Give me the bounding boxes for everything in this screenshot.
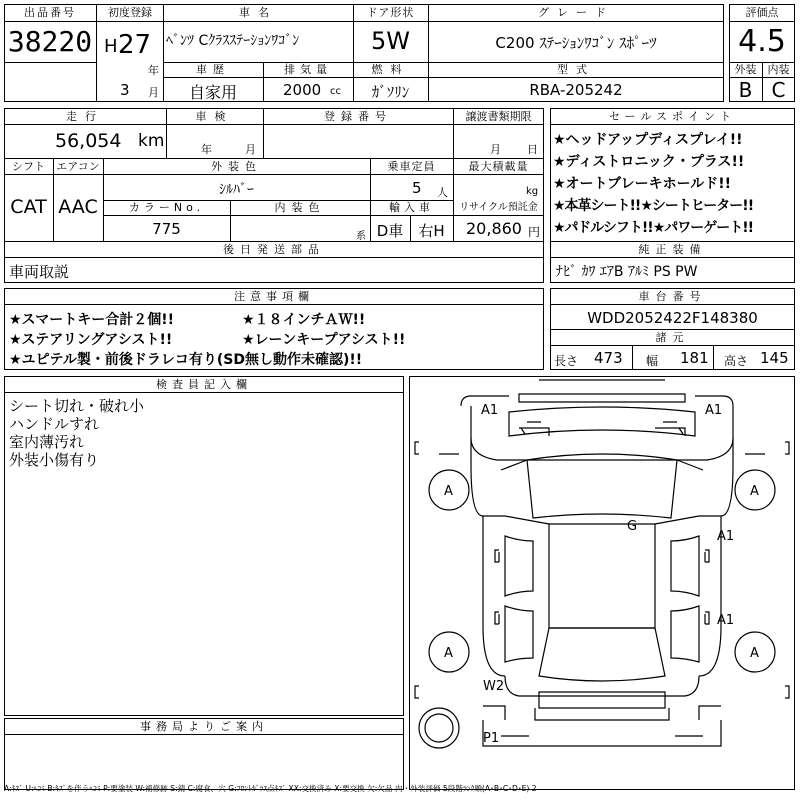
mark-g-roof: G — [627, 519, 638, 534]
inspector-label: 検査員記入欄 — [156, 378, 252, 391]
mark-a1-front-right: A1 — [705, 403, 723, 418]
mark-a-front-left-wheel: A — [444, 484, 453, 499]
reg-month-unit: 月 — [148, 86, 159, 99]
mileage-value: 56,054 — [55, 130, 122, 152]
note-steering-assist: ★ステアリングアシスト!! — [9, 332, 173, 348]
door-value: 5W — [371, 27, 410, 55]
fuel-value: ｶﾞｿﾘﾝ — [371, 83, 410, 101]
sales-points-label: セールスポイント — [608, 110, 736, 123]
mark-a-front-right-wheel: A — [750, 484, 759, 499]
length-value: 473 — [594, 349, 623, 367]
displacement-value: 2000 — [283, 81, 322, 99]
sales-point-5: ★パドルシフト!!★パワーゲート!! — [553, 220, 754, 236]
note-smart-key: ★スマートキー合計２個!! — [9, 312, 175, 328]
note-dashcam: ★ユピテル製・前後ドラレコ有り(SD無し動作未確認)!! — [9, 352, 363, 368]
aircon-value: AAC — [58, 196, 98, 218]
history-value: 自家用 — [188, 83, 237, 102]
color-no-label: カラーNo. — [128, 201, 205, 214]
dimensions-label: 諸元 — [655, 331, 690, 344]
inspection-label: 車検 — [195, 110, 234, 123]
model-label: 型式 — [557, 63, 595, 76]
sales-point-2: ★ディストロニック・プラス!! — [553, 154, 745, 170]
mileage-unit: km — [138, 131, 165, 151]
lot-number-label: 出品番号 — [24, 6, 76, 19]
inspector-line-2: ハンドルすれ — [9, 415, 100, 433]
note-lane-keep: ★レーンキープアシスト!! — [242, 332, 406, 348]
later-parts-value: 車両取説 — [9, 263, 70, 281]
equipment-label: 純正装備 — [638, 243, 707, 256]
reg-month: 3 — [120, 81, 130, 99]
int-color-label: 内装色 — [274, 201, 326, 214]
color-no-value: 775 — [152, 220, 181, 238]
interior-grade-value: C — [771, 78, 786, 102]
inspection-year-unit: 年 — [201, 143, 212, 156]
capacity-unit: 人 — [437, 186, 448, 199]
shift-value: CAT — [10, 196, 47, 218]
shift-label: シフト — [12, 160, 45, 173]
transfer-day-unit: 日 — [527, 143, 538, 156]
car-name: ﾍﾞﾝﾂ Cｸﾗｽｽﾃｰｼｮﾝﾜｺﾞﾝ — [166, 33, 300, 49]
inspector-line-4: 外装小傷有り — [9, 451, 100, 469]
transfer-month-unit: 月 — [490, 143, 501, 156]
length-label: 長さ — [554, 354, 579, 368]
transfer-docs-label: 譲渡書類期限 — [465, 110, 532, 123]
sales-point-3: ★オートブレーキホールド!! — [553, 176, 732, 192]
import-maker: D車 — [376, 222, 404, 240]
inspection-month-unit: 月 — [245, 143, 256, 156]
lot-number: 38220 — [7, 25, 93, 58]
ext-color-value: ｼﾙﾊﾞｰ — [219, 182, 254, 198]
reg-year: 27 — [118, 30, 152, 60]
import-handle: 右H — [418, 222, 445, 240]
equipment-value: ﾅﾋﾞ ｶﾜ ｴｱB ｱﾙﾐ PS PW — [556, 264, 698, 280]
ext-color-label: 外装色 — [211, 160, 262, 173]
recycle-label: リサイクル預託金 — [459, 202, 538, 213]
capacity-label: 乗車定員 — [387, 160, 436, 173]
office-label: 事務局よりご案内 — [140, 720, 268, 733]
fuel-label: 燃料 — [371, 63, 410, 76]
car-name-label: 車名 — [239, 6, 277, 19]
capacity-value: 5 — [412, 179, 422, 197]
reg-year-unit: 年 — [148, 64, 159, 77]
displacement-unit: cc — [330, 86, 341, 97]
grade-value: C200 ｽﾃｰｼｮﾝﾜｺﾞﾝ ｽﾎﾟｰﾂ — [495, 34, 657, 52]
width-value: 181 — [680, 349, 709, 367]
mark-w2-rear: W2 — [483, 679, 505, 694]
first-reg-label: 初度登録 — [108, 6, 152, 19]
note-wheels: ★１８インチＡＷ!! — [242, 312, 366, 328]
exterior-grade-value: B — [738, 78, 753, 102]
aircon-label: エアコン — [56, 160, 100, 173]
later-parts-label: 後日発送部品 — [223, 243, 325, 256]
door-label: ドア形状 — [366, 6, 415, 19]
height-value: 145 — [760, 349, 789, 367]
displacement-label: 排気量 — [284, 63, 332, 76]
inspector-line-3: 室内薄汚れ — [9, 433, 85, 451]
mark-a-rear-right-wheel: A — [750, 646, 759, 661]
max-load-unit: kg — [526, 186, 539, 197]
width-label: 幅 — [646, 354, 659, 368]
model-value: RBA-205242 — [529, 81, 623, 99]
chassis-number: WDD2052422F148380 — [587, 309, 758, 327]
mark-p1-rear: P1 — [483, 731, 500, 746]
mark-a1-front-left: A1 — [481, 403, 499, 418]
mark-a-rear-left-wheel: A — [444, 646, 453, 661]
recycle-value: 20,860 — [466, 219, 522, 238]
max-load-label: 最大積載量 — [468, 160, 529, 173]
score-value: 4.5 — [738, 24, 786, 59]
int-color-unit: 系 — [356, 231, 366, 242]
interior-grade-label: 内装 — [767, 63, 790, 76]
era-letter: H — [104, 36, 118, 57]
notes-label: 注意事項欄 — [234, 290, 314, 303]
grade-label: グレード — [538, 6, 614, 19]
mark-a1-right-door-rear: A1 — [717, 613, 735, 628]
reg-number-label: 登録番号 — [324, 110, 392, 123]
import-label: 輸入車 — [389, 201, 434, 214]
chassis-label: 車台番号 — [638, 290, 707, 303]
inspector-line-1: シート切れ・破れ小 — [9, 397, 145, 415]
history-label: 車歴 — [196, 63, 230, 76]
sales-point-4: ★本革シート!!★シートヒーター!! — [553, 198, 754, 214]
car-diagram — [409, 376, 795, 790]
exterior-grade-label: 外装 — [734, 63, 757, 76]
legend-footer: A:ｷｽﾞ U:ﾍｺﾐ B:ｷｽﾞを伴うﾍｺﾐ P:要塗装 W:補修跡 S:錆 C:腐食、穴 G:ﾌﾛﾝﾄｶﾞﾗｽ点ｷｽﾞ XX:交換済み X:要交換 欠:欠品 内・外装評価 5段階ﾗﾝｸ順(A･B･C･D･E) 2 — [4, 784, 537, 793]
height-label: 高さ — [724, 354, 749, 368]
sales-point-1: ★ヘッドアップディスプレイ!! — [553, 132, 743, 148]
mileage-label: 走行 — [66, 110, 104, 123]
recycle-unit: 円 — [528, 225, 541, 239]
score-label: 評価点 — [745, 6, 779, 19]
mark-a1-right-door-front: A1 — [717, 529, 735, 544]
